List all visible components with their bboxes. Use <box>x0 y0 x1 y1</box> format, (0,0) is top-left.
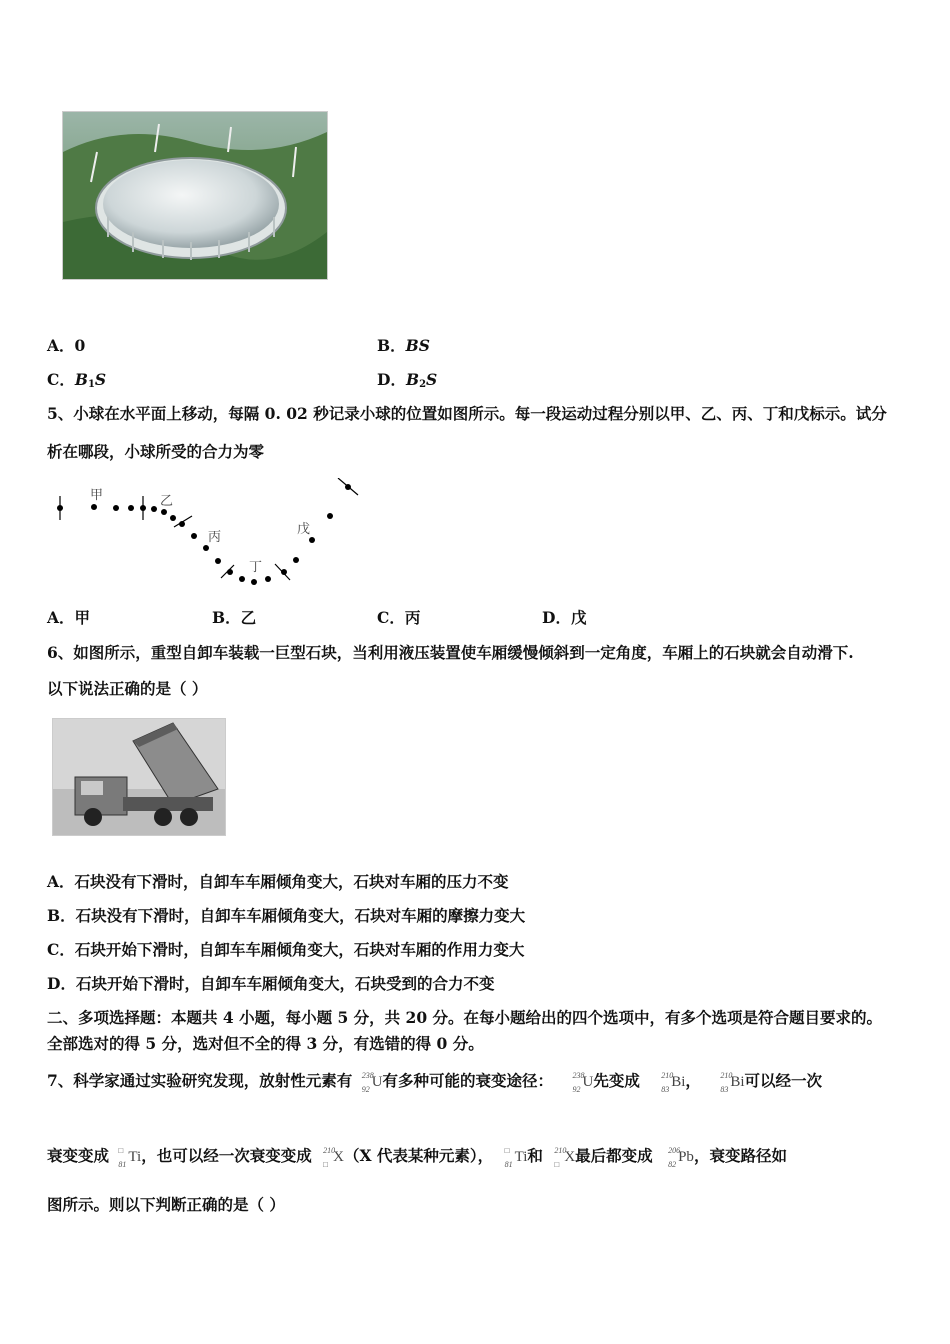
option-letter: C． <box>47 370 75 389</box>
section2-line1: 二、多项选择题：本题共 4 小题，每小题 5 分，共 20 分。在每小题给出的四个选项中，有多个选项是符合题目要求的。 <box>47 1008 883 1027</box>
q7-text: 和 <box>527 1146 543 1165</box>
option-text: BS <box>405 336 430 355</box>
option-letter: D． <box>542 608 571 627</box>
option-text-sub: 2 <box>419 379 427 390</box>
label-ding: 丁 <box>249 560 263 575</box>
option-letter: D． <box>377 370 406 389</box>
q7-line1 <box>47 1071 822 1092</box>
option-d[interactable] <box>377 370 437 395</box>
dump-truck-photo <box>52 718 226 836</box>
option-text: 0 <box>74 336 86 355</box>
q5-option-d[interactable] <box>542 608 586 628</box>
q7-text: 有多种可能的衰变途径： <box>382 1071 554 1090</box>
option-c[interactable] <box>47 370 106 395</box>
q5-line1: 5、小球在水平面上移动，每隔 0. 02 秒记录小球的位置如图所示。每一段运动过程分别以甲、乙、丙、丁和戊标示。试分 <box>47 404 887 423</box>
q6-line1: 6、如图所示，重型自卸车装载一巨型石块，当利用液压装置使车厢缓慢倾斜到一定角度，车厢上的石块就会自动滑下. <box>47 643 854 662</box>
q6-line2: 以下说法正确的是（ ） <box>47 679 208 698</box>
q7-text: （X 代表某种元素）， <box>344 1146 494 1165</box>
q5-option-c[interactable] <box>377 608 420 628</box>
q7-line3: 图所示。则以下判断正确的是（ ） <box>47 1195 285 1214</box>
option-text: 戊 <box>570 608 587 627</box>
ball-trajectory-figure <box>50 478 370 590</box>
nuclide-x2: 210 □ X <box>554 1146 576 1169</box>
option-text-tail: S <box>94 370 107 389</box>
q5-line2: 析在哪段，小球所受的合力为零 <box>47 442 265 461</box>
label-yi: 乙 <box>160 494 174 509</box>
option-b[interactable] <box>377 336 430 356</box>
section2-line2: 全部选对的得 5 分，选对但不全的得 3 分，有选错的得 0 分。 <box>47 1034 484 1053</box>
nuclide-pb206: 206 82 Pb <box>668 1146 694 1169</box>
option-text-sub: 1 <box>87 379 95 390</box>
q7-text: 可以经一次 <box>744 1071 823 1090</box>
option-text: 丙 <box>404 608 421 627</box>
q6-option-d[interactable]: D．石块开始下滑时，自卸车车厢倾角变大，石块受到的合力不变 <box>47 974 495 993</box>
option-text: 甲 <box>74 608 91 627</box>
label-jia: 甲 <box>90 488 104 503</box>
nuclide-ti: □ 81 Ti <box>118 1146 142 1169</box>
q7-text: 衰变变成 <box>47 1146 110 1165</box>
option-letter: B． <box>377 336 406 355</box>
option-text-main: B <box>405 370 420 389</box>
option-text-main: B <box>74 370 88 389</box>
q7-text: 7、科学家通过实验研究发现，放射性元素有 <box>47 1071 353 1090</box>
nuclide-bi210b: 210 83 Bi <box>720 1071 745 1094</box>
nuclide-bi210: 210 83 Bi <box>661 1071 686 1094</box>
nuclide-ti2: □ 81 Ti <box>504 1146 528 1169</box>
q6-option-b[interactable]: B．石块没有下滑时，自卸车车厢倾角变大，石块对车厢的摩擦力变大 <box>47 906 526 925</box>
option-text-tail: S <box>426 370 438 389</box>
option-text: 乙 <box>240 608 257 627</box>
q5-option-a[interactable] <box>47 608 90 628</box>
nuclide-u238b: 238 92 U <box>572 1071 594 1094</box>
q7-text: ，也可以经一次衰变变成 <box>141 1146 312 1165</box>
option-letter: A． <box>47 608 75 627</box>
q6-option-c[interactable]: C．石块开始下滑时，自卸车车厢倾角变大，石块对车厢的作用力变大 <box>47 940 525 959</box>
q7-text: ， <box>685 1071 701 1090</box>
label-bing: 丙 <box>208 530 222 545</box>
option-a[interactable] <box>47 336 85 356</box>
option-letter: A． <box>47 336 75 355</box>
q7-text: 先变成 <box>593 1071 640 1090</box>
nuclide-x210: 210 □ X <box>323 1146 344 1169</box>
q7-line2 <box>47 1146 787 1167</box>
label-wu: 戊 <box>297 522 311 537</box>
q6-option-a[interactable]: A．石块没有下滑时，自卸车车厢倾角变大，石块对车厢的压力不变 <box>47 872 509 891</box>
option-letter: B． <box>212 608 241 627</box>
q7-text: ，衰变路径如 <box>693 1146 787 1165</box>
q5-option-b[interactable] <box>212 608 256 628</box>
option-letter: C． <box>377 608 405 627</box>
nuclide-u238: 238 92 U <box>361 1071 383 1094</box>
telescope-photo <box>62 111 328 280</box>
q7-text: 最后都变成 <box>575 1146 653 1165</box>
